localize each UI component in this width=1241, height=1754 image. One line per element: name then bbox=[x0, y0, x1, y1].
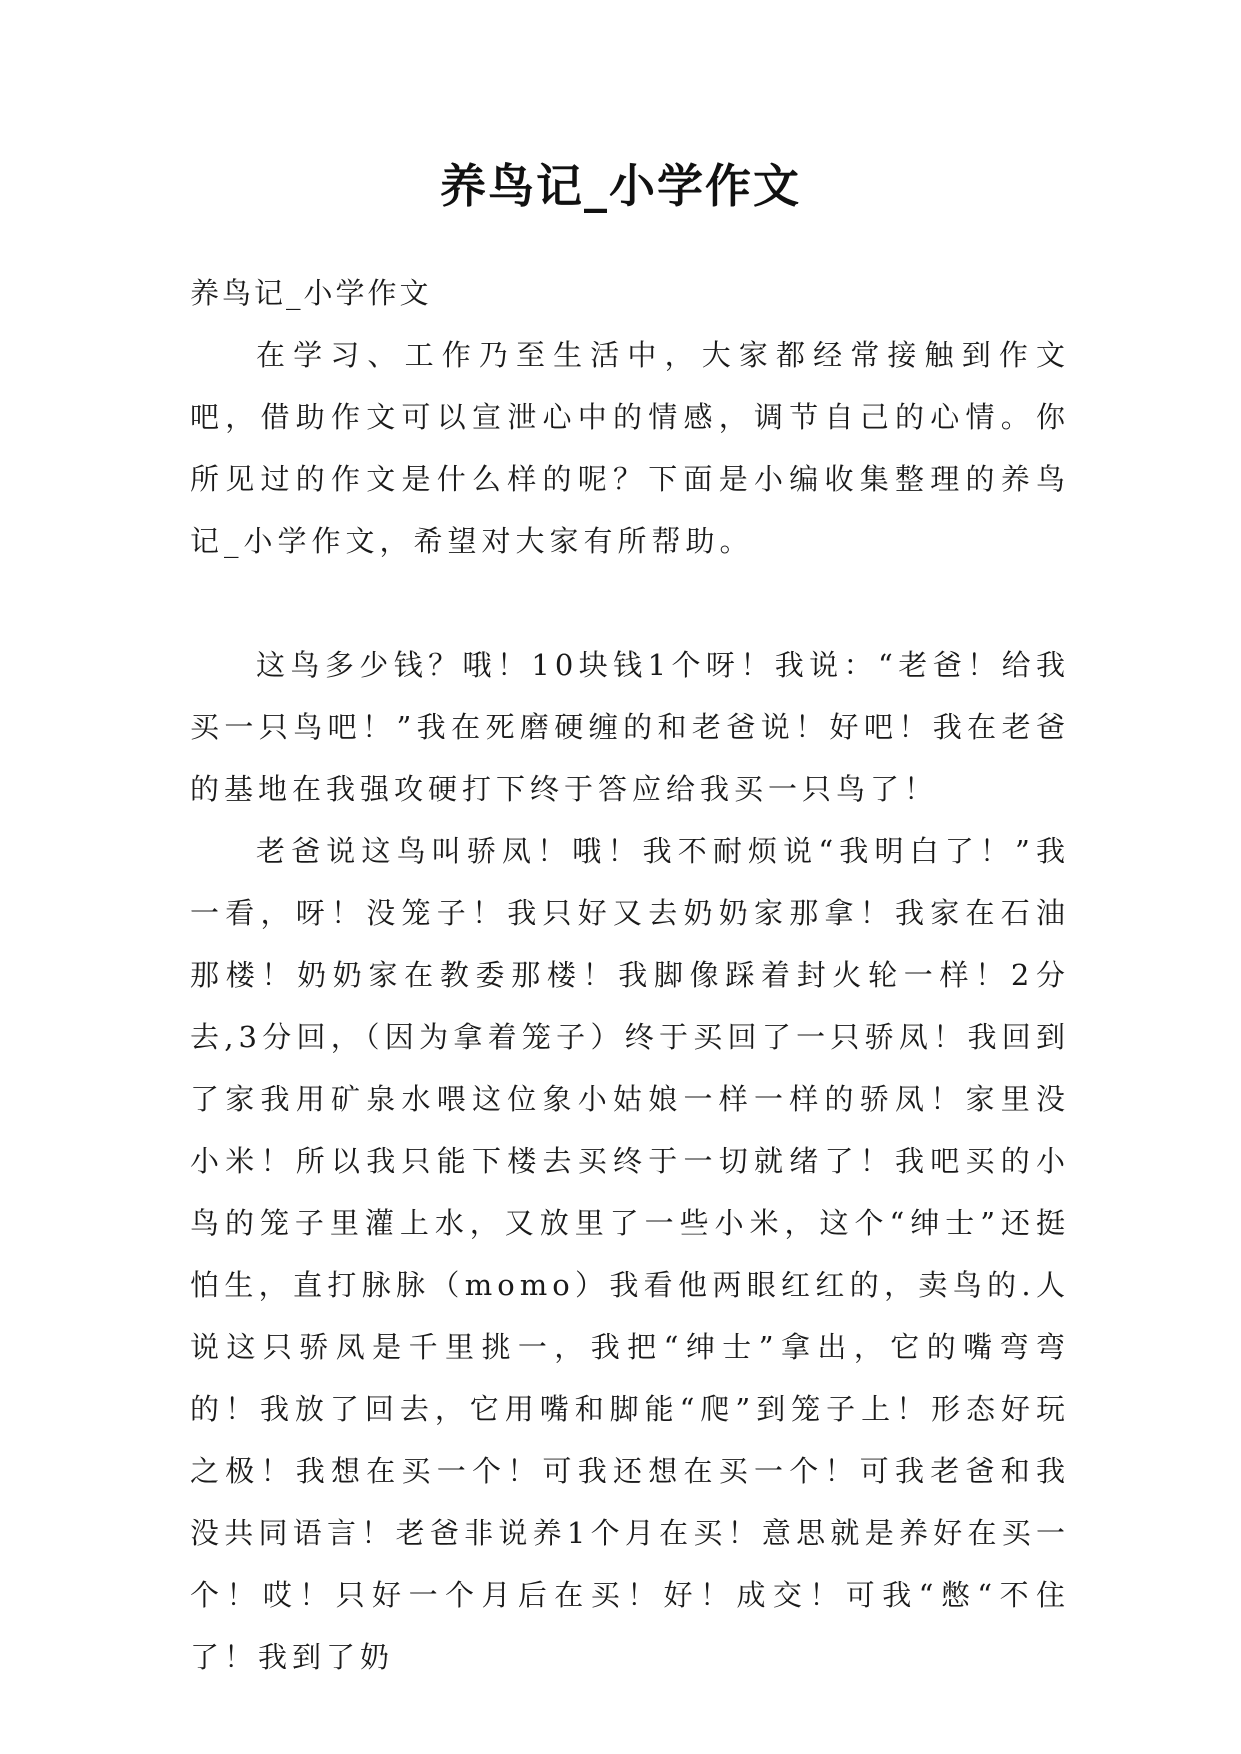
story-paragraph-2: 老爸说这鸟叫骄凤！哦！我不耐烦说“我明白了！”我一看，呀！没笼子！我只好又去奶奶家那拿！我家在石油那楼！奶奶家在教委那楼！我脚像踩着封火轮一样！2分去,3分回，（因为拿着笼子）终于买回了一只骄凤！我回到了家我用矿泉水喂这位象小姑娘一样一样的骄凤！家里没小米！所以我只能下楼去买终于一切就绪了！我吧买的小鸟的笼子里灌上水，又放里了一些小米，这个“绅士”还挺怕生，直打脉脉（momo）我看他两眼红红的，卖鸟的.人说这只骄凤是千里挑一，我把“绅士”拿出，它的嘴弯弯的！我放了回去，它用嘴和脚能“爬”到笼子上！形态好玩之极！我想在买一个！可我还想在买一个！可我老爸和我没共同语言！老爸非说养1个月在买！意思就是养好在买一个！哎！只好一个月后在买！好！成交！可我“憋“不住了！我到了奶 bbox=[190, 834, 1070, 1674]
document-title: 养鸟记_小学作文 bbox=[440, 159, 801, 213]
paragraph-gap bbox=[190, 572, 1070, 634]
document-body bbox=[190, 262, 1070, 1688]
intro-paragraph: 在学习、工作乃至生活中，大家都经常接触到作文吧，借助作文可以宣泄心中的情感，调节自己的心情。你所见过的作文是什么样的呢？下面是小编收集整理的养鸟记_小学作文，希望对大家有所帮助。 bbox=[190, 338, 1070, 558]
story-paragraph-1: 这鸟多少钱？哦！10块钱1个呀！我说：“老爸！给我买一只鸟吧！”我在死磨硬缠的和老爸说！好吧！我在老爸的基地在我强攻硬打下终于答应给我买一只鸟了！ bbox=[190, 648, 1070, 806]
document-subtitle: 养鸟记_小学作文 bbox=[190, 276, 432, 310]
